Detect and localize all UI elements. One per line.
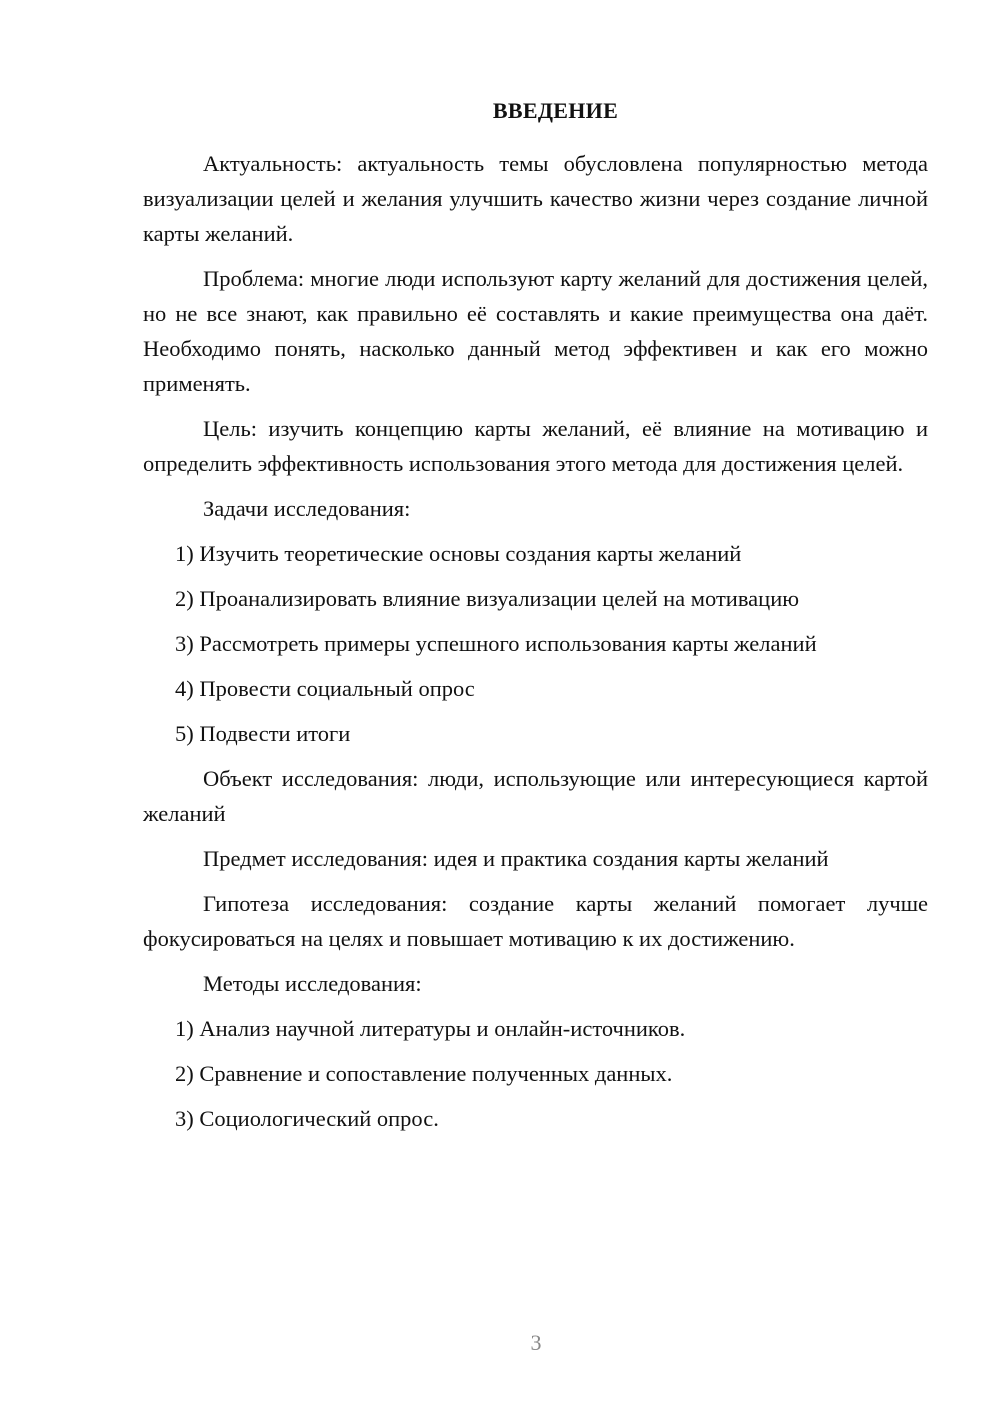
methods-list (143, 1011, 928, 1136)
list-item: 4) Провести социальный опрос (175, 676, 475, 701)
list-item: 5) Подвести итоги (175, 721, 351, 746)
page-content (143, 96, 928, 1146)
list-item: 1) Анализ научной литературы и онлайн-источников. (175, 1016, 686, 1041)
tasks-heading: Задачи исследования: (203, 496, 411, 521)
methods-heading: Методы исследования: (203, 971, 422, 996)
paragraph-relevance: Актуальность: актуальность темы обусловлена популярностью метода визуализации целей и желания улучшить качество жизни через создание личной карты желаний. (143, 151, 928, 246)
paragraph-hypothesis: Гипотеза исследования: создание карты желаний помогает лучше фокусироваться на целях и повышает мотивацию к их достижению. (143, 891, 928, 951)
page-number: 3 (530, 1330, 542, 1355)
paragraph-object: Объект исследования: люди, использующие или интересующиеся картой желаний (143, 766, 928, 826)
paragraph-goal: Цель: изучить концепцию карты желаний, её влияние на мотивацию и определить эффективность использования этого метода для достижения целей. (143, 416, 928, 476)
list-item: 1) Изучить теоретические основы создания карты желаний (175, 541, 742, 566)
list-item: 2) Сравнение и сопоставление полученных данных. (175, 1061, 673, 1086)
list-item: 2) Проанализировать влияние визуализации целей на мотивацию (175, 586, 800, 611)
paragraph-problem: Проблема: многие люди используют карту желаний для достижения целей, но не все знают, как правильно её составлять и какие преимущества она даёт. Необходимо понять, насколько данный метод эффективен и как его можно применять. (143, 266, 928, 396)
tasks-list (143, 536, 928, 751)
page-title: ВВЕДЕНИЕ (492, 98, 619, 123)
list-item: 3) Социологический опрос. (175, 1106, 439, 1131)
list-item: 3) Рассмотреть примеры успешного использования карты желаний (175, 631, 817, 656)
paragraph-subject: Предмет исследования: идея и практика создания карты желаний (203, 846, 829, 871)
